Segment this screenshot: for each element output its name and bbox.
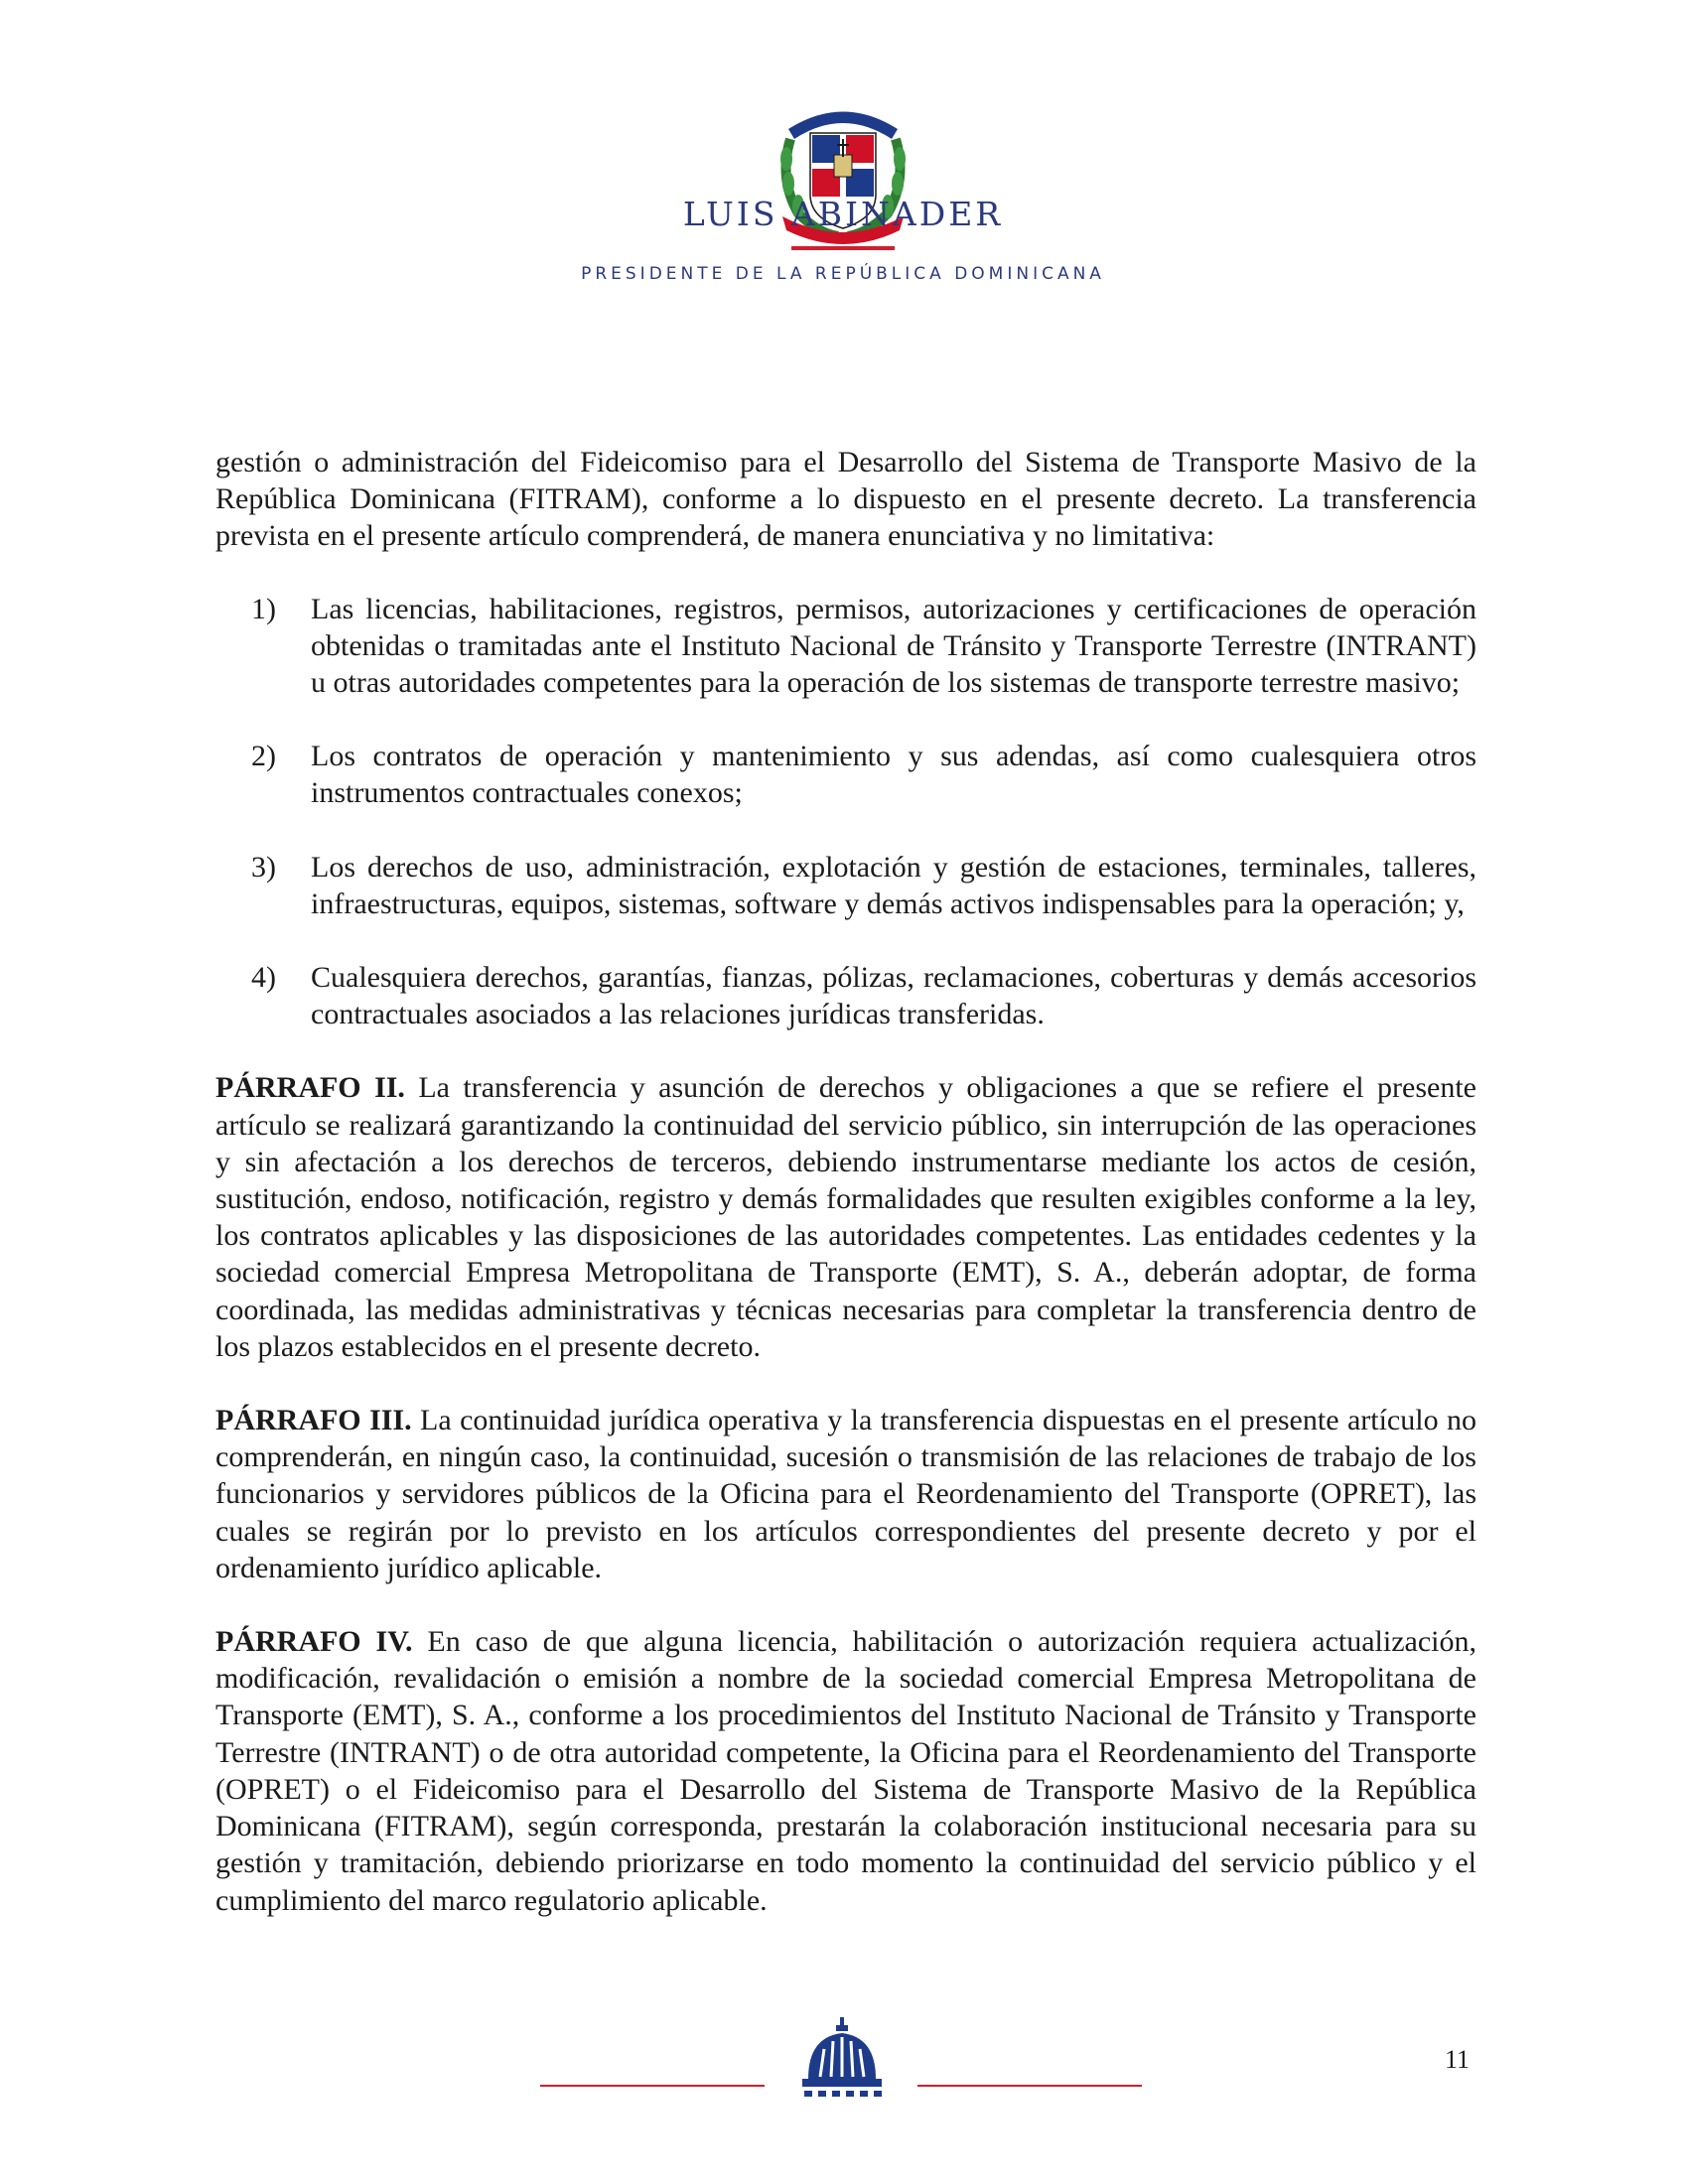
list-item-number: 1): [251, 592, 276, 625]
footer-divider-left: [540, 2085, 765, 2087]
letterhead-subtitle: PRESIDENTE DE LA REPÚBLICA DOMINICANA: [581, 264, 1105, 284]
parrafo-iv-text: En caso de que alguna licencia, habilitación o autorización requiera actualización, modificación, revalidación o emisión a nombre de la sociedad comercial Empresa Metropolitana de Transporte (EMT), S. A., conforme a los procedimientos del Instituto Nacional de Tránsito y Transporte Terrestre (INTRANT) o de otra autoridad competente, la Oficina para el Reordenamiento del Transporte (OPRET) o el Fideicomiso para el Desarrollo del Sistema de Transporte Masivo de la República Dominicana (FITRAM), según corresponda, prestarán la colaboración institucional necesaria para su gestión y tramitación, debiendo priorizarse en todo momento la continuidad del servicio público y el cumplimiento del marco regulatorio aplicable.: [215, 1625, 1476, 1917]
letterhead-divider: [791, 246, 895, 250]
letterhead-name: LUIS ABINADER: [682, 195, 1004, 233]
parrafo-ii-text: La transferencia y asunción de derechos y obligaciones a que se refiere el presente artículo se realizará garantizando la continuidad del servicio público, sin interrupción de las operaciones y sin afectación a los derechos de terceros, debiendo instrumentarse mediante los actos de cesión, sustitución, endoso, notificación, registro y demás formalidades que resulten exigibles conforme a la ley, los contratos aplicables y las disposiciones de las autoridades competentes. Las entidades cedentes y la sociedad comercial Empresa Metropolitana de Transporte (EMT), S. A., deberán adoptar, de forma coordinada, las medidas administrativas y técnicas necesarias para completar la transferencia dentro de los plazos establecidos en el presente decreto.: [215, 1071, 1476, 1363]
transfer-list: [215, 591, 1476, 1033]
list-item-text: Los contratos de operación y mantenimiento y sus adendas, así como cualesquiera otros instrumentos contractuales conexos;: [311, 740, 1476, 810]
list-item-number: 4): [251, 961, 276, 995]
list-item-text: Las licencias, habilitaciones, registros, permisos, autorizaciones y certificaciones de operación obtenidas o tramitadas ante el Instituto Nacional de Tránsito y Transporte Terrestre (INTRANT) u otras autoridades competentes para la operación de los sistemas de transporte terrestre masivo;: [311, 592, 1476, 700]
parrafo-iv-label: PÁRRAFO IV.: [215, 1625, 413, 1659]
palace-dome-icon: [794, 2015, 890, 2105]
list-item: [215, 849, 1476, 922]
list-item: [215, 738, 1476, 811]
parrafo-iii-text: La continuidad jurídica operativa y la transferencia dispuestas en el presente artículo no comprenderán, en ningún caso, la continuidad, sucesión o transmisión de las relaciones de trabajo de los funcionarios y servidores públicos de la Oficina para el Reordenamiento del Transporte (OPRET), las cuales se regirán por lo previsto en los artículos correspondientes del presente decreto y por el ordenamiento jurídico aplicable.: [215, 1404, 1476, 1584]
list-item-text: Cualesquiera derechos, garantías, fianzas, pólizas, reclamaciones, coberturas y demás accesorios contractuales asociados a las relaciones jurídicas transferidas.: [311, 961, 1476, 1031]
list-item: [215, 591, 1476, 702]
parrafo-iii: [215, 1402, 1476, 1586]
document-body: [215, 444, 1476, 1956]
list-item-number: 2): [251, 740, 276, 773]
list-item-number: 3): [251, 850, 276, 884]
list-item: [215, 959, 1476, 1032]
intro-paragraph: gestión o administración del Fideicomiso para el Desarrollo del Sistema de Transporte Masivo de la República Dominicana (FITRAM), conforme a lo dispuesto en el presente decreto. La transferencia prevista en el presente artículo comprenderá, de manera enunciativa y no limitativa:: [215, 446, 1476, 553]
parrafo-iii-label: PÁRRAFO III.: [215, 1404, 412, 1437]
footer-divider-right: [917, 2085, 1142, 2087]
parrafo-ii-label: PÁRRAFO II.: [215, 1071, 405, 1105]
parrafo-ii: [215, 1069, 1476, 1365]
parrafo-iv: [215, 1623, 1476, 1919]
list-item-text: Los derechos de uso, administración, explotación y gestión de estaciones, terminales, talleres, infraestructuras, equipos, sistemas, software y demás activos indispensables para la operación; y,: [311, 850, 1476, 920]
page-number: 11: [1444, 2045, 1470, 2074]
